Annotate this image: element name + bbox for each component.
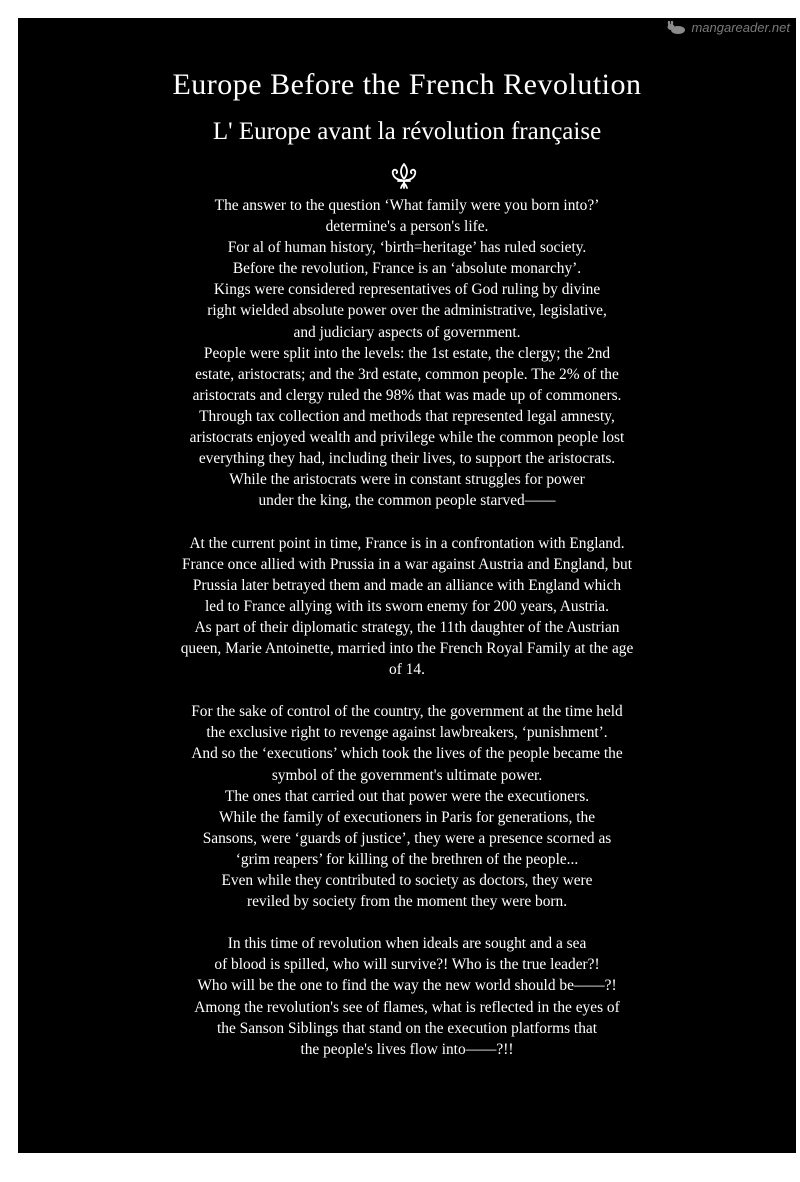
watermark-text: mangareader.net: [691, 20, 790, 35]
paragraph-france-england: [38, 533, 776, 681]
text-line: People were split into the levels: the 1st estate, the clergy; the 2nd: [203, 344, 611, 362]
text-line: of 14.: [389, 661, 425, 679]
text-line: Even while they contributed to society as doctors, they were: [221, 872, 593, 889]
page-subtitle: L' Europe avant la révolution française: [212, 118, 602, 145]
text-line: The ones that carried out that power were the executioners.: [224, 787, 590, 805]
text-line: While the aristocrats were in constant struggles for power: [229, 471, 585, 489]
black-page-panel: [18, 18, 796, 1153]
text-line: Who will be the one to find the way the new world should be――?!: [197, 977, 617, 995]
text-line: reviled by society from the moment they were born.: [246, 893, 568, 911]
text-line: Kings were considered representatives of God ruling by divine: [213, 281, 601, 299]
text-line: Among the revolution's see of flames, what is reflected in the eyes of: [194, 998, 620, 1016]
text-line: of blood is spilled, who will survive?! Who is the true leader?!: [214, 956, 600, 974]
text-line: everything they had, including their lives, to support the aristocrats.: [198, 450, 616, 468]
text-line: aristocrats enjoyed wealth and privilege while the common people lost: [189, 429, 625, 447]
text-line: symbol of the government's ultimate power.: [271, 766, 543, 784]
fleur-de-lis-icon: [388, 161, 420, 193]
text-line: The answer to the question ‘What family were you born into?’: [214, 197, 600, 214]
intro-text-block: [38, 195, 776, 1060]
page-title: Europe Before the French Revolution: [172, 68, 642, 101]
text-line: In this time of revolution when ideals are sought and a sea: [227, 935, 587, 953]
text-line: Prussia later betrayed them and made an alliance with England which: [192, 576, 622, 594]
text-line: While the family of executioners in Paris for generations, the: [218, 808, 596, 826]
text-line: As part of their diplomatic strategy, the 11th daughter of the Austrian: [194, 618, 620, 636]
paragraph-revolution: [38, 933, 776, 1060]
text-line: estate, aristocrats; and the 3rd estate, common people. The 2% of the: [195, 365, 619, 383]
text-line: and judiciary aspects of government.: [293, 323, 521, 341]
text-line: For al of human history, ‘birth=heritage’ has ruled society.: [227, 239, 587, 257]
text-line: the Sanson Siblings that stand on the execution platforms that: [216, 1019, 597, 1037]
text-line: the people's lives flow into――?!!: [300, 1040, 514, 1058]
text-line: the exclusive right to revenge against lawbreakers, ‘punishment’.: [206, 724, 608, 742]
text-line: For the sake of control of the country, the government at the time held: [191, 703, 623, 721]
text-line: under the king, the common people starved――: [258, 492, 556, 510]
paragraph-society: [38, 195, 776, 511]
text-line: Sansons, were ‘guards of justice’, they were a presence scorned as: [202, 829, 612, 847]
rabbit-logo-icon: [666, 21, 688, 35]
text-line: determine's a person's life.: [325, 218, 489, 236]
text-line: Before the revolution, France is an ‘absolute monarchy’.: [232, 260, 582, 278]
text-line: led to France allying with its sworn enemy for 200 years, Austria.: [205, 597, 609, 615]
text-line: ‘grim reapers’ for killing of the brethren of the people...: [235, 850, 579, 868]
text-line: At the current point in time, France is in a confrontation with England.: [189, 534, 625, 552]
text-line: France once allied with Prussia in a war against Austria and England, but: [181, 555, 633, 573]
text-line: queen, Marie Antoinette, married into the French Royal Family at the age: [180, 639, 634, 657]
text-line: right wielded absolute power over the administrative, legislative,: [207, 302, 607, 320]
paragraph-executioners: [38, 701, 776, 912]
text-line: And so the ‘executions’ which took the lives of the people became the: [191, 745, 623, 763]
site-watermark: [666, 20, 790, 35]
text-line: aristocrats and clergy ruled the 98% that was made up of commoners.: [192, 386, 622, 404]
text-line: Through tax collection and methods that represented legal amnesty,: [199, 407, 615, 425]
